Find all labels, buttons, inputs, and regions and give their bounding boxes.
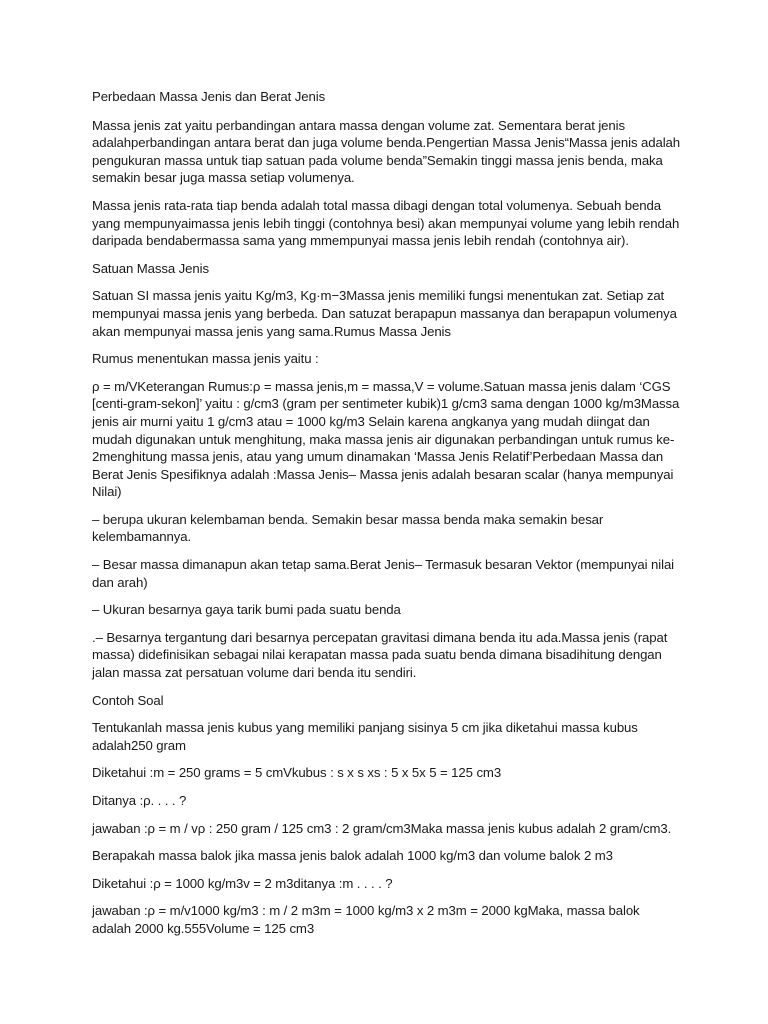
section-heading-examples: Contoh Soal	[92, 692, 164, 708]
list-item-mass-constant: – Besar massa dimanapun akan tetap sama.Berat Jenis– Termasuk besaran Vektor (mempunyai nilai dan arah)	[92, 557, 675, 590]
example-2-given: Diketahui :ρ = 1000 kg/m3v = 2 m3ditanya :m . . . . ?	[92, 875, 393, 891]
list-item-gravity-dependence: .– Besarnya tergantung dari besarnya percepatan gravitasi dimana benda itu ada.Massa jenis (rapat massa) didefinisikan sebagai nilai kerapatan massa pada suatu benda dimana bisadihitung dengan jalan massa zat persatuan volume dari benda itu sendiri.	[92, 629, 668, 681]
example-2-answer: jawaban :ρ = m/v1000 kg/m3 : m / 2 m3m = 1000 kg/m3 x 2 m3m = 2000 kgMaka, massa balok adalah 2000 kg.555Volume = 125 cm3	[92, 903, 640, 936]
list-item-gravity-force: – Ukuran besarnya gaya tarik bumi pada suatu benda	[92, 602, 401, 618]
list-item-inertia: – berupa ukuran kelembaman benda. Semakin besar massa benda maka semakin besar kelembamannya.	[92, 511, 604, 545]
example-1-given: Diketahui :m = 250 grams = 5 cmVkubus : s x s xs : 5 x 5x 5 = 125 cm3	[92, 765, 502, 781]
example-1-answer: jawaban :ρ = m / vρ : 250 gram / 125 cm3 : 2 gram/cm3Maka massa jenis kubus adalah 2 gram/cm3.	[92, 820, 672, 836]
example-2-question: Berapakah massa balok jika massa jenis balok adalah 1000 kg/m3 dan volume balok 2 m3	[92, 848, 613, 864]
paragraph-formula-intro: Rumus menentukan massa jenis yaitu :	[92, 351, 319, 367]
document-title: Perbedaan Massa Jenis dan Berat Jenis	[92, 89, 326, 104]
paragraph-definition: Massa jenis zat yaitu perbandingan antara massa dengan volume zat. Sementara berat jenis adalahperbandingan antara berat dan juga volume benda.Pengertian Massa Jenis“Massa jenis adalah pengukuran massa untuk tiap satuan pada volume benda”Semakin tinggi massa jenis benda, maka semakin besar juga massa setiap volumenya.	[92, 117, 681, 186]
example-1-asked: Ditanya :ρ. . . . ?	[92, 793, 187, 808]
section-heading-units: Satuan Massa Jenis	[92, 260, 209, 276]
paragraph-formula: ρ = m/VKeterangan Rumus:ρ = massa jenis,m = massa,V = volume.Satuan massa jenis dalam ‘CGS [centi-gram-sekon]’ yaitu : g/cm3 (gram per sentimeter kubik)1 g/cm3 sama dengan 1000 kg/m3Massa jenis air murni yaitu 1 g/cm3 atau = 1000 kg/m3 Selain karena angkanya yang mudah diingat dan mudah digunakan untuk menghitung, maka massa jenis air digunakan perbandingan untuk rumus ke-2menghitung massa jenis, atau yang umum dinamakan ‘Massa Jenis Relatif’Perbedaan Massa dan Berat Jenis Spesifiknya adalah :Massa Jenis– Massa jenis adalah besaran scalar (hanya mempunyai Nilai)	[92, 378, 680, 500]
paragraph-average-density: Massa jenis rata-rata tiap benda adalah total massa dibagi dengan total volumenya. Sebuah benda yang mempunyaimassa jenis lebih tinggi (contohnya besi) akan mempunyai volume yang lebih rendah daripada bendabermassa sama yang mmempunyai massa jenis lebih rendah (contohnya air).	[92, 197, 680, 249]
paragraph-units: Satuan SI massa jenis yaitu Kg/m3, Kg·m−3Massa jenis memiliki fungsi menentukan zat. Setiap zat mempunyai massa jenis yang berbeda. Dan satuzat berapapun massanya dan berapapun volumenya akan mempunyai massa jenis yang sama.Rumus Massa Jenis	[92, 288, 677, 339]
example-1-question: Tentukanlah massa jenis kubus yang memiliki panjang sisinya 5 cm jika diketahui massa kubus adalah250 gram	[92, 720, 638, 753]
document-body	[92, 88, 682, 948]
